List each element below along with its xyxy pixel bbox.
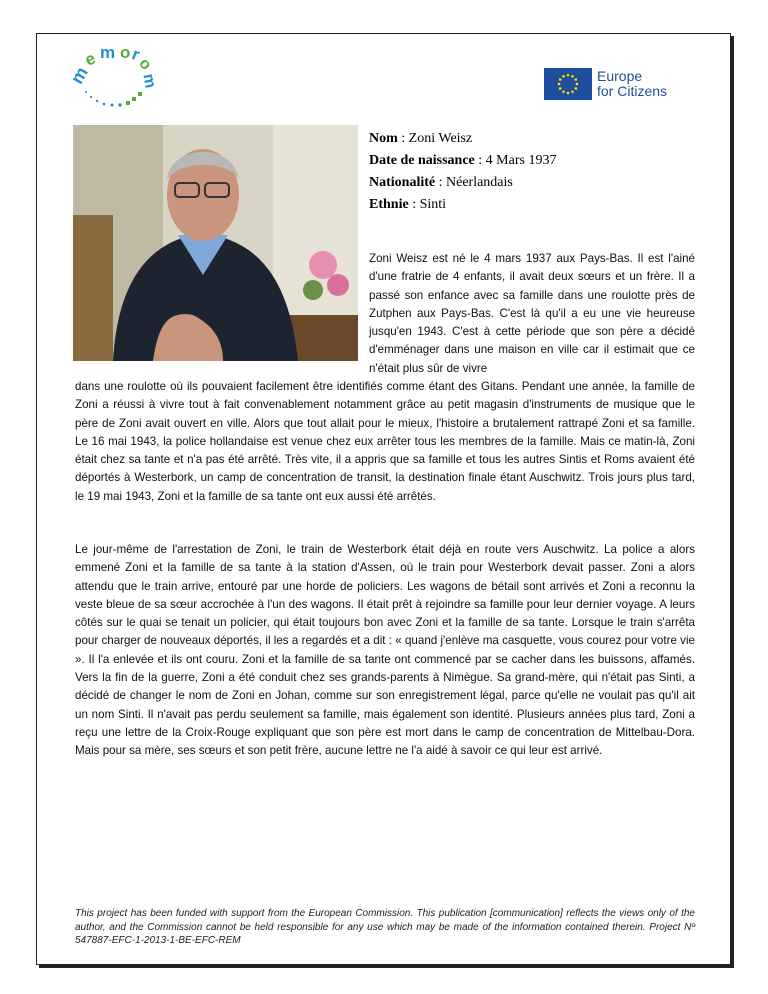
birth-value: 4 Mars 1937 (485, 153, 557, 168)
eu-logo-line1: Europe (597, 68, 643, 84)
svg-text:o: o (135, 55, 155, 74)
name-label: Nom (369, 131, 398, 146)
biography-paragraph-1-top: Zoni Weisz est né le 4 mars 1937 aux Pays-Bas. Il est l'ainé d'une fratrie de 4 enfants, il avait deux sœurs et un frère. Il a passé son enfance avec sa famille dans une roulotte près de Zutphen aux Pays-Bas. C'est là qu'il a eu une vie heureuse jusqu'en 1943. C'est à cette période que son père a décidé d'emménager dans une maison en ville car il estimait que ce n'était plus sûr de vivre (369, 252, 695, 375)
svg-text:e: e (81, 48, 99, 70)
nationality-label: Nationalité (369, 175, 436, 190)
svg-text:m: m (139, 72, 159, 90)
profile-info (369, 128, 556, 216)
svg-text:r: r (129, 44, 143, 65)
ethnicity-value: Sinti (419, 197, 447, 212)
eu-flag-icon (544, 68, 592, 100)
eu-logo-line2: for Citizens (597, 83, 668, 99)
memorom-logo (66, 43, 162, 112)
ethnicity-line: Ethnie : Sinti (369, 197, 447, 212)
eu-logo (544, 68, 684, 102)
birth-label: Date de naissance (369, 153, 475, 168)
nationality-line: Nationalité : Néerlandais (369, 175, 513, 190)
portrait-photo (73, 125, 358, 361)
name-value: Zoni Weisz (408, 131, 473, 146)
svg-text:m: m (100, 43, 116, 62)
name-line: Nom : Zoni Weisz (369, 131, 473, 146)
funding-disclaimer: This project has been funded with support from the European Commission. This publication [communication] reflects the views only of the author, and the Commission cannot be held responsible for any use which may be made of the information contained therein. Project Nº 547887-EFC-1-2013-1-BE-EFC-REM (75, 908, 695, 947)
birth-line: Date de naissance : 4 Mars 1937 (369, 153, 557, 168)
svg-text:m: m (66, 63, 92, 88)
biography-paragraph-1-rest: dans une roulotte où ils pouvaient facilement être identifiés comme étant des Gitans. Pendant une année, la famille de Zoni a réussi à vivre tout à fait convenablement notamment grâce au petit magasin d'instruments de musique que le père de Zoni avait ouvert en ville. Alors que tout allait pour le mieux, l'histoire a brutalement rattrapé Zoni et sa famille. Le 16 mai 1943, la police hollandaise est venue chez eux arrêter tous les membres de la famille. Mais ce matin-là, Zoni était chez sa tante et n'a pas été arrêté. Très vite, il a appris que sa famille et tous les autres Sintis et Roms avaient été déportés à Westerbork, un camp de concentration de transit, la destination finale étant Auschwitz. Trois jours plus tard, le 19 mai 1943, Zoni et la famille de sa tante ont eux aussi été arrêtés. (75, 380, 695, 503)
ethnicity-label: Ethnie (369, 197, 409, 212)
svg-text:o: o (120, 43, 131, 62)
biography-paragraph-2: Le jour-même de l'arrestation de Zoni, le train de Westerbork était déjà en route vers Auschwitz. La police a alors emmené Zoni et la famille de sa tante à la station d'Assen, où le train pour Westerbork devait passer. Zoni a alors attendu que le train arrive, entouré par une horde de policiers. Les wagons de bétail sont arrivés et Zoni a reconnu la veste bleue de sa sœur accrochée à l'un des wagons. Il était prêt à rejoindre sa famille pour leur dernier voyage. A leurs côtés sur le quai se tenait un policier, qui était toujours bon avec Zoni et la famille de sa tante. Lorsque le train s'arrêta pour charger de nouveaux déportés, il les a regardés et a dit : « quand j'enlève ma casquette, vous courez pour votre vie ». Il l'a enlevée et ils ont couru. Zoni et la famille de sa tante ont commencé par se cacher dans les buissons, affamés. Vers la fin de la guerre, Zoni a été conduit chez ses grands-parents à Nimègue. Sa grand-mère, qui n'était pas Sinti, a décidé de changer le nom de Zoni en Johan, comme sur son enregistrement légal, parce qu'elle ne voulait pas qu'il ait un nom Sinti. Il n'avait pas perdu seulement sa famille, mais également son identité. Plusieurs années plus tard, Zoni a reçu une lettre de la Croix-Rouge expliquant que son père est mort dans le camp de concentration de Mittelbau-Dora. Mais pour sa mère, ses sœurs et son petit frère, aucune lettre ne l'a aidé à savoir ce qui leur est arrivé. (75, 543, 695, 758)
nationality-value: Néerlandais (446, 175, 513, 190)
eu-logo-text (597, 69, 667, 99)
